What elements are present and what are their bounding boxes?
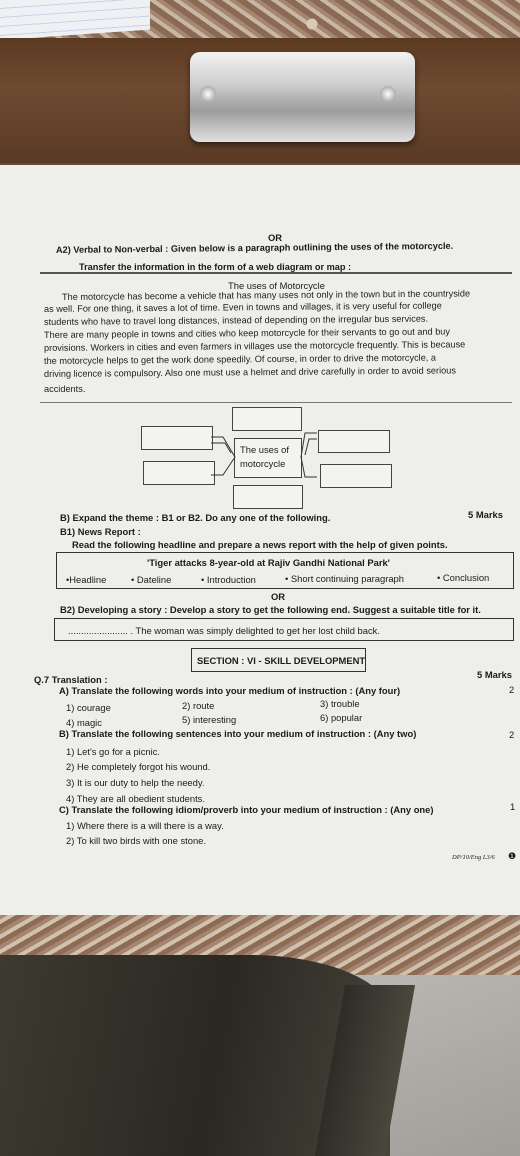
paragraph-line: There are many people in towns and cities who keep motorcycle for their servants to go out and buy bbox=[43, 326, 451, 340]
diagram-arrows bbox=[205, 425, 335, 487]
diagram-center-line1: The uses of bbox=[240, 444, 289, 455]
word-magic: 4) magic bbox=[66, 717, 102, 728]
b2-title: B2) Developing a story : Develop a story to get the following end. Suggest a suitable title for it. bbox=[60, 604, 481, 615]
diagram-box-left-top bbox=[141, 426, 213, 450]
q7-marks: 5 Marks bbox=[477, 669, 512, 680]
or-label-mid: OR bbox=[271, 591, 286, 602]
b-heading: B) Expand the theme : B1 or B2. Do any one of the following. bbox=[60, 512, 331, 523]
a2-heading: A2) Verbal to Non-verbal : Given below is a paragraph outlining the uses of the motorcycle. bbox=[55, 240, 454, 255]
q7-b-marks: 2 bbox=[509, 729, 515, 740]
word-interesting: 5) interesting bbox=[182, 714, 237, 725]
news-headline: 'Tiger attacks 8-year-old at Rajiv Gandhi National Park' bbox=[147, 557, 390, 568]
a2-subheading: Transfer the information in the form of a web diagram or map : bbox=[79, 262, 352, 272]
paragraph-line: The motorcycle has become a vehicle that has many uses not only in the town but in the countryside bbox=[61, 288, 471, 302]
paragraph-line: driving licence is compulsory. Also one must use a helmet and drive carefully in order to avoid serious bbox=[43, 365, 456, 379]
q7-c-marks: 1 bbox=[510, 801, 516, 812]
paragraph-line: as well. For one thing, it saves a lot of time. Even in towns and villages, it is very useful for college bbox=[43, 300, 442, 314]
word-route: 2) route bbox=[182, 700, 215, 711]
point-headline: •Headline bbox=[66, 574, 107, 585]
or-label-top: OR bbox=[268, 232, 283, 243]
b1-title: B1) News Report : bbox=[60, 526, 141, 537]
q7-a-heading: A) Translate the following words into your medium of instruction : (Any four) bbox=[59, 685, 401, 696]
point-introduction: • Introduction bbox=[201, 574, 256, 585]
story-ending: ....................... . The woman was simply delighted to get her lost child back. bbox=[68, 625, 380, 636]
q7-title: Q.7 Translation : bbox=[34, 674, 108, 685]
diagram-center-line2: motorcycle bbox=[240, 458, 286, 469]
idiom-2: 2) To kill two birds with one stone. bbox=[66, 835, 206, 846]
b1-instruction: Read the following headline and prepare a news report with the help of given points. bbox=[72, 539, 448, 550]
paragraph-line: provisions. Workers in cities and even farmers in villages use the motorcycle frequently. This is because bbox=[43, 339, 466, 353]
q7-c-heading: C) Translate the following idiom/proverb into your medium of instruction : (Any one) bbox=[59, 804, 434, 815]
clip-rivet-left bbox=[200, 86, 216, 102]
point-short-paragraph: • Short continuing paragraph bbox=[285, 573, 404, 584]
paragraph-line: accidents. bbox=[44, 384, 86, 394]
sentence-4: 4) They are all obedient students. bbox=[66, 793, 205, 804]
footer-code: DP/10/Eng L3/6 bbox=[452, 854, 495, 861]
footer-page-mark: ❶ bbox=[508, 851, 517, 861]
q7-a-marks: 2 bbox=[509, 684, 515, 695]
clipboard-clip bbox=[190, 52, 415, 142]
paragraph-line: students who have to travel long distances, instead of depending on the irregular bus services. bbox=[43, 313, 429, 327]
sentence-2: 2) He completely forgot his wound. bbox=[66, 761, 211, 772]
word-courage: 1) courage bbox=[66, 702, 111, 713]
q7-b-heading: B) Translate the following sentences into your medium of instruction : (Any two) bbox=[59, 728, 417, 739]
paragraph-title: The uses of Motorcycle bbox=[228, 280, 325, 291]
clip-rivet-right bbox=[380, 86, 396, 102]
point-conclusion: • Conclusion bbox=[437, 572, 490, 583]
section-title: SECTION : VI - SKILL DEVELOPMENT bbox=[197, 655, 366, 666]
idiom-1: 1) Where there is a will there is a way. bbox=[66, 820, 224, 831]
b-marks: 5 Marks bbox=[468, 509, 503, 520]
diagram-box-bottom bbox=[233, 485, 303, 509]
word-popular: 6) popular bbox=[320, 712, 363, 723]
sentence-1: 1) Let's go for a picnic. bbox=[66, 746, 161, 757]
point-dateline: • Dateline bbox=[131, 574, 172, 585]
sentence-3: 3) It is our duty to help the needy. bbox=[66, 777, 205, 788]
paragraph-line: the motorcycle helps to get the work done speedily. Of course, in order to drive the motorcycle, a bbox=[43, 352, 437, 366]
word-trouble: 3) trouble bbox=[320, 698, 360, 709]
